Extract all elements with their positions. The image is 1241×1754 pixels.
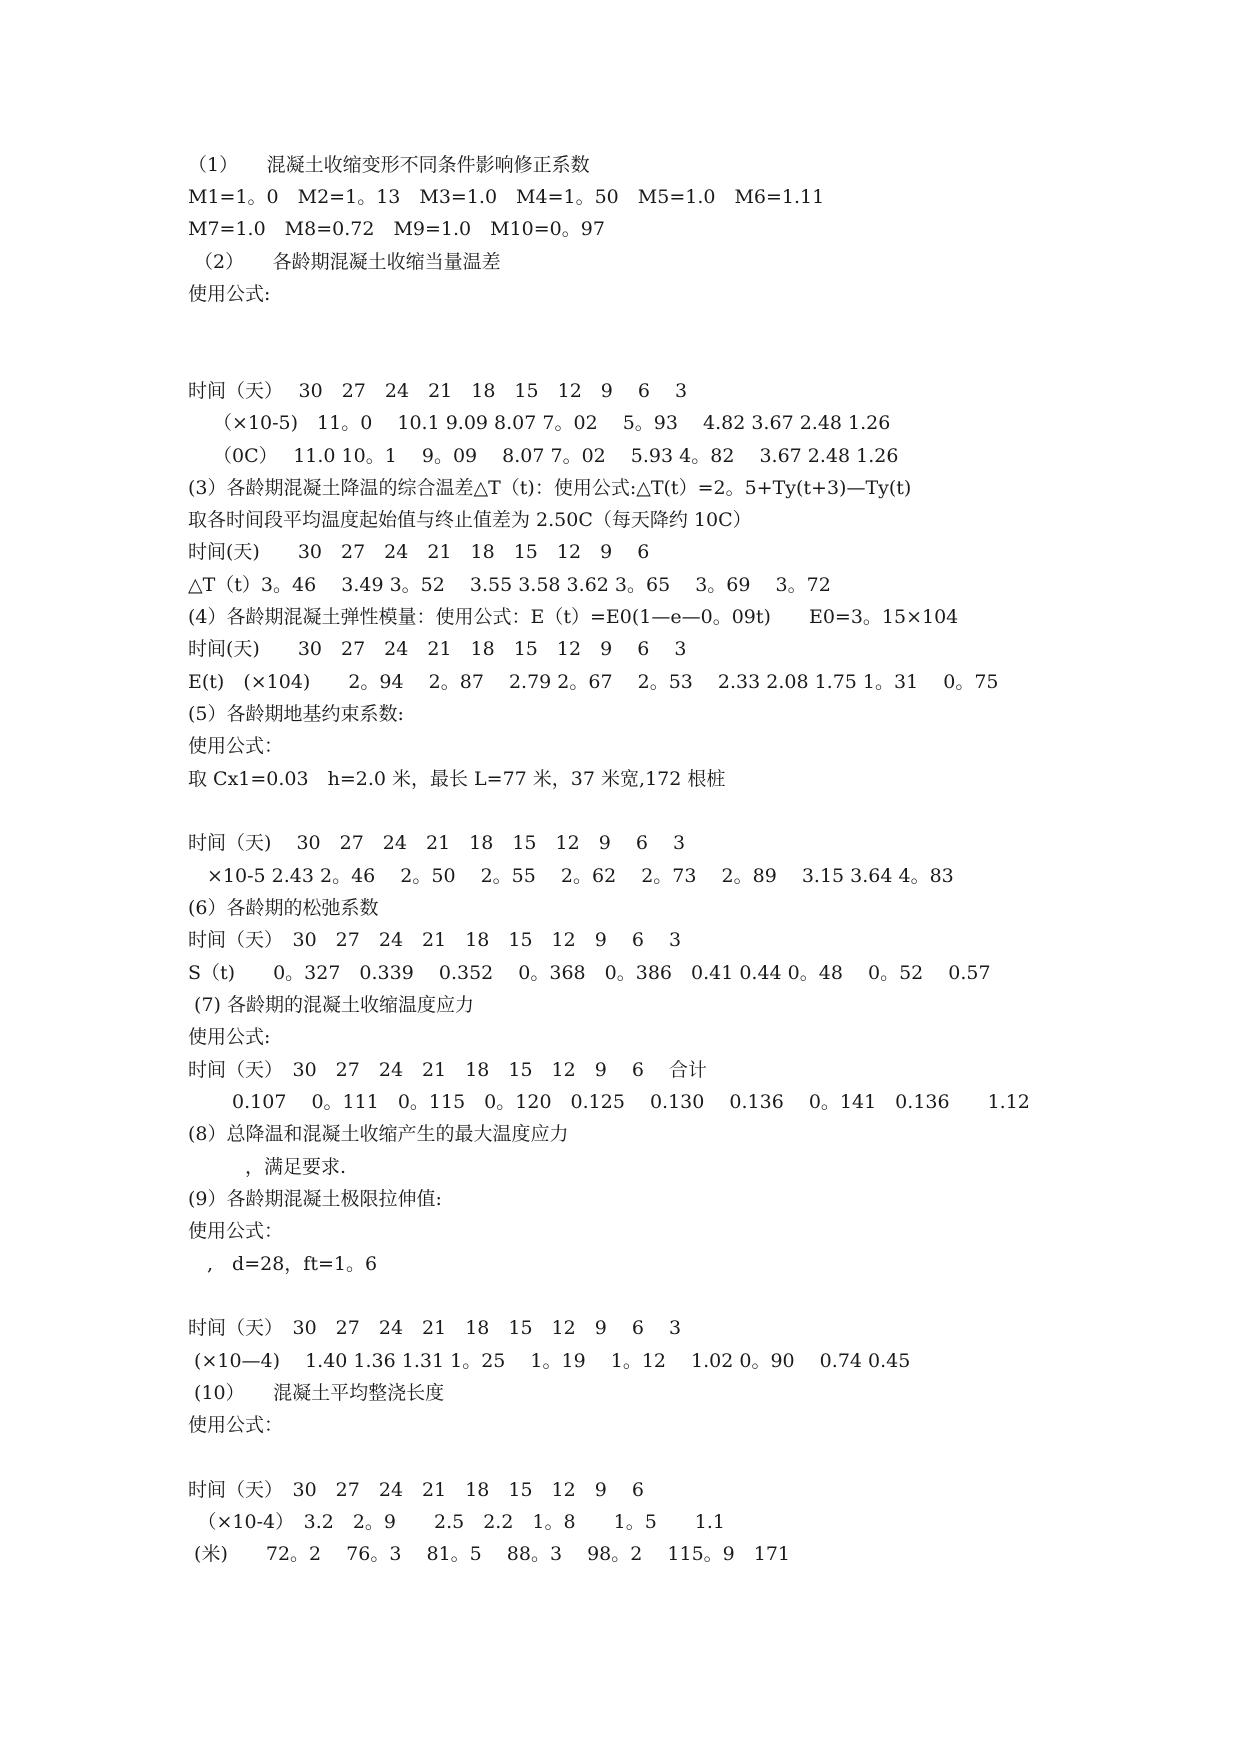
data-row: (米) 72。2 76。3 81。5 88。3 98。2 115。9 171 (188, 1543, 791, 1565)
time-row: 时间（天） 30 27 24 21 18 15 12 9 6 (188, 1479, 644, 1501)
conclusion-line: ，满足要求. (188, 1156, 347, 1178)
formula-label: 使用公式： (188, 735, 284, 757)
data-row: (×10—4) 1.40 1.36 1.31 1。25 1。19 1。12 1.02 0。90 0.74 0.45 (188, 1350, 911, 1372)
formula-label: 使用公式: (188, 1026, 271, 1048)
data-row: △T（t）3。46 3.49 3。52 3.55 3.58 3.62 3。65 3。69 3。72 (188, 574, 831, 596)
time-row: 时间（天) 30 27 24 21 18 15 12 9 6 3 (188, 832, 686, 854)
section-7-heading: (7) 各龄期的混凝土收缩温度应力 (188, 994, 474, 1016)
section-5-heading: (5）各龄期地基约束系数: (188, 703, 404, 725)
coefficients-line-2: M7=1.0 M8=0.72 M9=1.0 M10=0。97 (188, 218, 605, 240)
time-row: 时间（天） 30 27 24 21 18 15 12 9 6 3 (188, 929, 682, 951)
time-row: 时间(天) 30 27 24 21 18 15 12 9 6 3 (188, 638, 687, 660)
section-6-heading: (6）各龄期的松弛系数 (188, 897, 379, 919)
parameter-line: 取 Cx1=0.03 h=2.0 米，最长 L=77 米，37 米宽,172 根桩 (188, 768, 726, 790)
time-row: 时间（天） 30 27 24 21 18 15 12 9 6 3 (188, 1317, 682, 1339)
data-row: S（t) 0。327 0.339 0.352 0。368 0。386 0.41 0.44 0。48 0。52 0.57 (188, 962, 991, 984)
section-4-heading: (4）各龄期混凝土弹性模量：使用公式：E（t）=E0(1—e—0。09t) E0=3。15×104 (188, 606, 959, 628)
section-8-heading: (8）总降温和混凝土收缩产生的最大温度应力 (188, 1123, 569, 1145)
time-row: 时间(天) 30 27 24 21 18 15 12 9 6 (188, 541, 650, 563)
data-row: 0.107 0。111 0。115 0。120 0.125 0.130 0.136 0。141 0.136 1.12 (188, 1091, 1030, 1113)
data-row: E(t) (×104) 2。94 2。87 2.79 2。67 2。53 2.33 2.08 1.75 1。31 0。75 (188, 671, 999, 693)
data-row: ×10-5 2.43 2。46 2。50 2。55 2。62 2。73 2。89 3.15 3.64 4。83 (188, 865, 954, 887)
note-line: 取各时间段平均温度起始值与终止值差为 2.50C（每天降约 10C） (188, 509, 752, 531)
section-1-heading: （1） 混凝土收缩变形不同条件影响修正系数 (188, 154, 590, 176)
section-10-heading: (10） 混凝土平均整浇长度 (188, 1382, 445, 1404)
formula-label: 使用公式： (188, 1414, 284, 1436)
parameter-line: , d=28，ft=1。6 (188, 1253, 378, 1275)
data-row: （×10-4） 3.2 2。9 2.5 2.2 1。8 1。5 1.1 (188, 1511, 726, 1533)
formula-label: 使用公式： (188, 1220, 284, 1242)
time-row: 时间（天） 30 27 24 21 18 15 12 9 6 3 (188, 380, 688, 402)
section-2-heading: （2） 各龄期混凝土收缩当量温差 (188, 251, 501, 273)
time-row: 时间（天） 30 27 24 21 18 15 12 9 6 合计 (188, 1059, 707, 1081)
formula-label: 使用公式: (188, 283, 271, 305)
section-9-heading: (9）各龄期混凝土极限拉伸值: (188, 1188, 442, 1210)
data-row: （0C） 11.0 10。1 9。09 8.07 7。02 5.93 4。82 3.67 2.48 1.26 (188, 445, 899, 467)
section-3-heading: (3）各龄期混凝土降温的综合温差△T（t)：使用公式:△T(t）=2。5+Ty(t+3)—Ty(t) (188, 477, 912, 499)
data-row: （×10-5) 11。0 10.1 9.09 8.07 7。02 5。93 4.82 3.67 2.48 1.26 (188, 412, 891, 434)
coefficients-line-1: M1=1。0 M2=1。13 M3=1.0 M4=1。50 M5=1.0 M6=1.11 (188, 186, 825, 208)
